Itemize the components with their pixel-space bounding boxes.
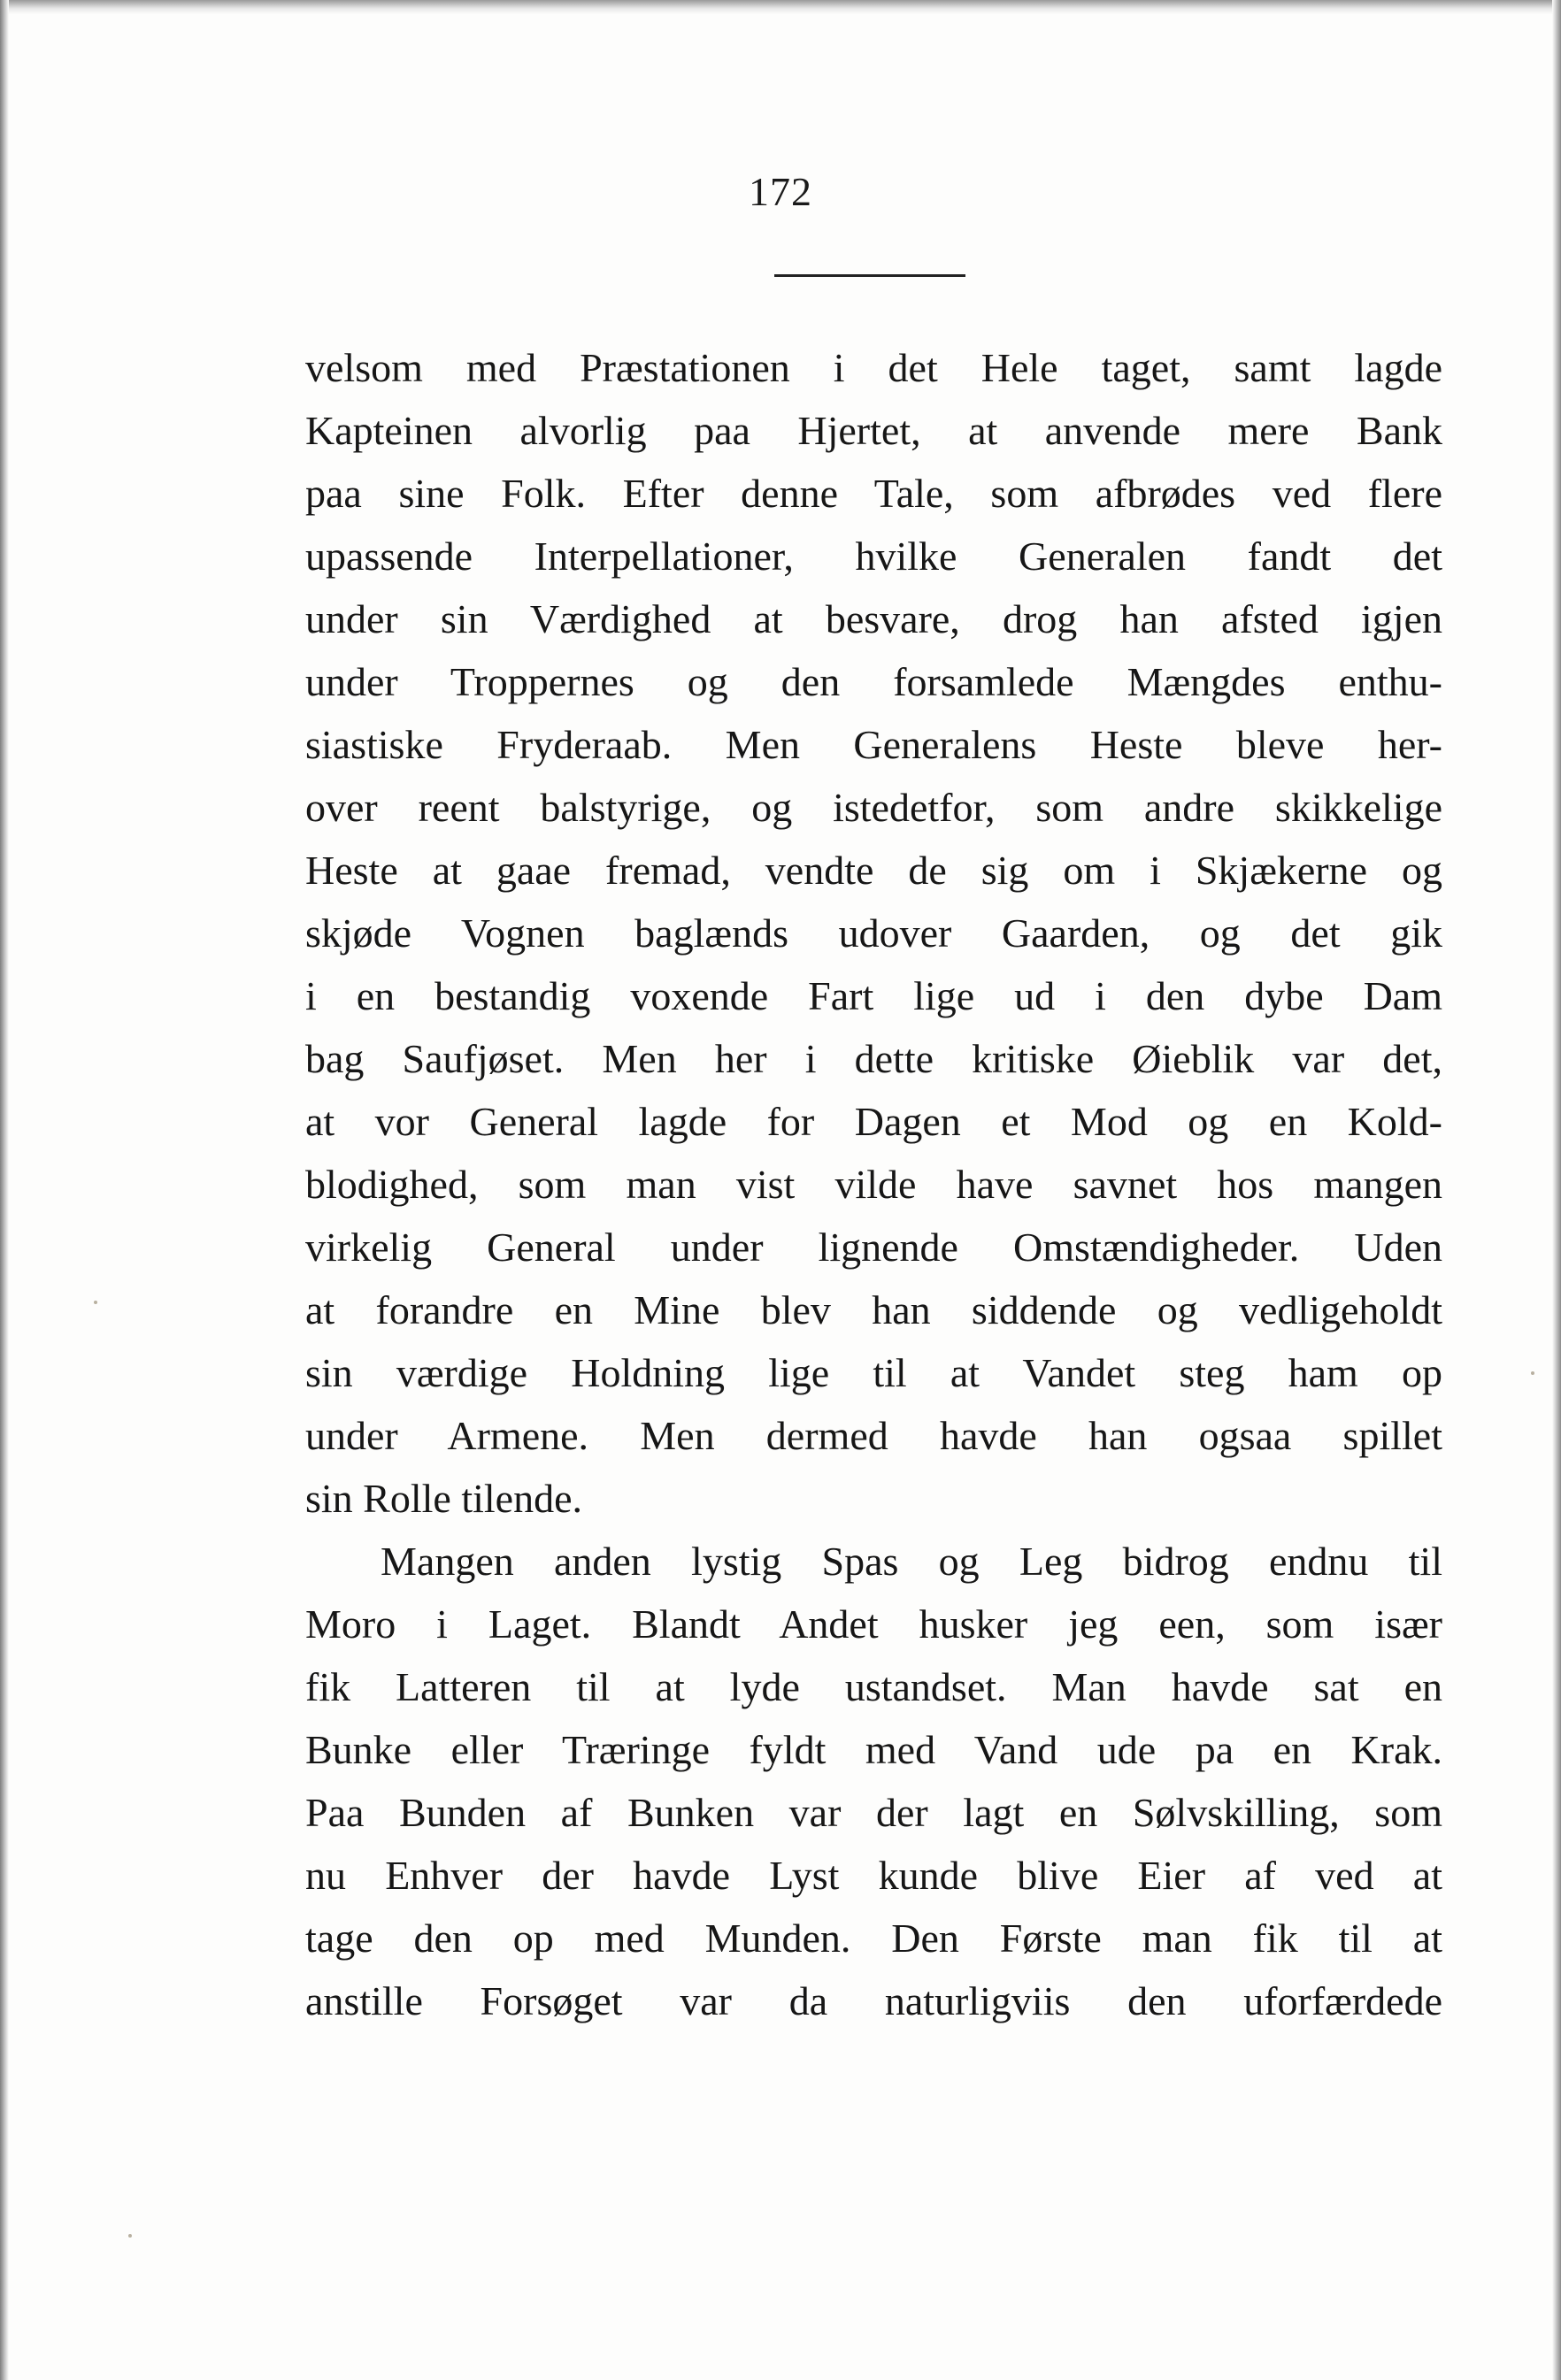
text-line: at forandre en Mine blev han siddende og vedligeholdt — [305, 1287, 1442, 1332]
scan-edge-top — [0, 0, 1561, 14]
text-line: Paa Bunden af Bunken var der lagt en Sølvskilling, som — [305, 1790, 1442, 1835]
text-line: under sin Værdighed at besvare, drog han afsted igjen — [305, 596, 1442, 641]
text-line: at vor General lagde for Dagen et Mod og en Kold- — [305, 1099, 1442, 1144]
text-line: virkelig General under lignende Omstændigheder. Uden — [305, 1225, 1442, 1270]
text-line: Heste at gaae fremad, vendte de sig om i Skjækerne og — [305, 848, 1442, 893]
text-line: sin Rolle tilende. — [305, 1476, 583, 1521]
text-line: fik Latteren til at lyde ustandset. Man havde sat en — [305, 1664, 1442, 1709]
text-line: under Troppernes og den forsamlede Mængdes enthu- — [305, 659, 1442, 704]
text-line: bag Saufjøset. Men her i dette kritiske Øieblik var det, — [305, 1036, 1442, 1081]
text-line: anstille Forsøget var da naturligviis den uforfærdede — [305, 1978, 1442, 2023]
text-line: upassende Interpellationer, hvilke Generalen fandt det — [305, 534, 1442, 579]
paragraph-1 — [305, 336, 1442, 1530]
text-line: i en bestandig voxende Fart lige ud i den dybe Dam — [305, 973, 1442, 1018]
text-line: over reent balstyrige, og istedetfor, som andre skikkelige — [305, 785, 1442, 830]
header-rule — [774, 274, 965, 277]
text-line: under Armene. Men dermed havde han ogsaa spillet — [305, 1413, 1442, 1458]
text-line: sin værdige Holdning lige til at Vandet steg ham op — [305, 1350, 1442, 1395]
scan-edge-left — [0, 0, 9, 2380]
body-text — [305, 336, 1442, 2032]
text-line: skjøde Vognen baglænds udover Gaarden, og det gik — [305, 910, 1442, 956]
text-line: nu Enhver der havde Lyst kunde blive Eier af ved at — [305, 1853, 1442, 1898]
text-line: tage den op med Munden. Den Første man fik til at — [305, 1916, 1442, 1961]
text-line: Bunke eller Træringe fyldt med Vand ude pa en Krak. — [305, 1727, 1442, 1772]
text-line: velsom med Præstationen i det Hele taget, samt lagde — [305, 345, 1442, 390]
text-line: paa sine Folk. Efter denne Tale, som afbrødes ved flere — [305, 471, 1442, 516]
paragraph-2 — [305, 1530, 1442, 2032]
text-line: Mangen anden lystig Spas og Leg bidrog endnu til — [381, 1539, 1442, 1584]
paper-speck — [94, 1301, 97, 1304]
text-line: Moro i Laget. Blandt Andet husker jeg een, som især — [305, 1601, 1442, 1647]
page-number: 172 — [749, 169, 812, 214]
paper-speck — [128, 2234, 132, 2238]
text-line: siastiske Fryderaab. Men Generalens Heste bleve her- — [305, 722, 1442, 767]
paper-speck — [1531, 1371, 1534, 1375]
scan-edge-right — [1552, 0, 1561, 2380]
text-line: blodighed, som man vist vilde have savnet hos mangen — [305, 1162, 1442, 1207]
text-line: Kapteinen alvorlig paa Hjertet, at anvende mere Bank — [305, 408, 1442, 453]
